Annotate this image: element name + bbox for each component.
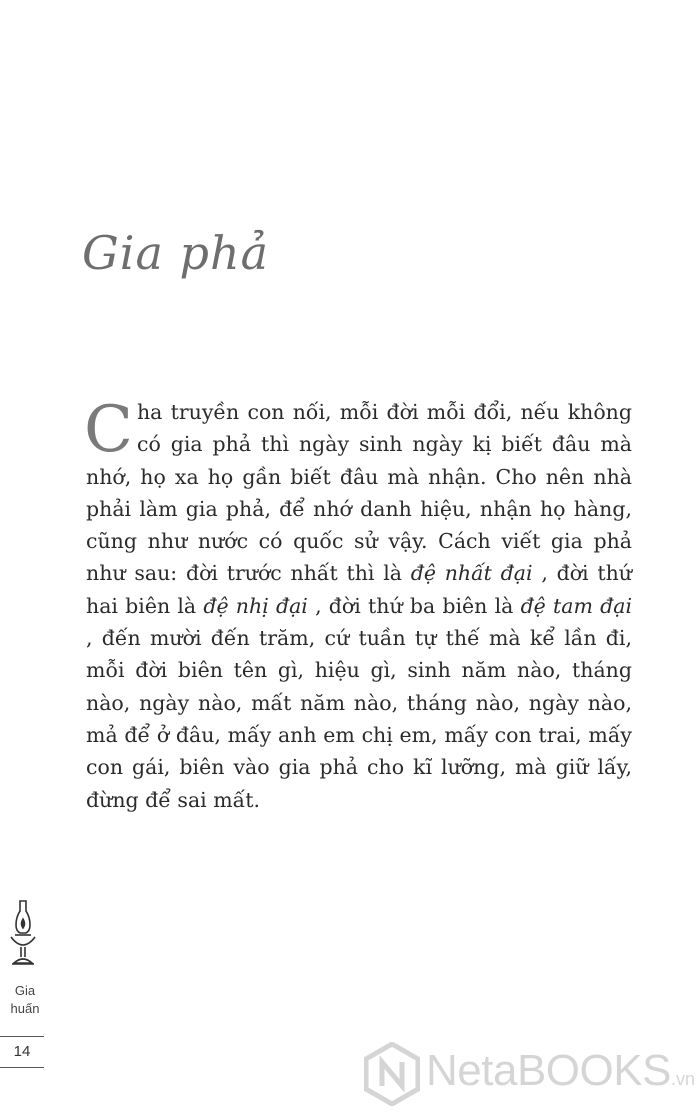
- watermark-suffix: .vn: [670, 1069, 695, 1089]
- text-segment: , đến mười đến trăm, cứ tuần tự thế mà kể lần đi, mỗi đời biên tên gì, hiệu gì, sinh năm nào, tháng nào, ngày nào, mất năm nào, tháng nào, ngày nào, mả để ở đâu, mấy anh em chị em, mấy con trai, mấy con gái, biên vào gia phả cho kĩ lưỡng, mà giữ lấy, đừng để sai mất.: [86, 626, 632, 812]
- section-label-line: huấn: [10, 1001, 40, 1016]
- section-label-line: Gia: [14, 983, 36, 998]
- chapter-title: Gia phả: [82, 226, 270, 280]
- text-segment-italic: đệ tam đại: [520, 593, 633, 618]
- book-section-label: [0, 982, 50, 1018]
- watermark: [364, 1040, 694, 1112]
- body-paragraph: [84, 393, 633, 816]
- page-number: 14: [0, 1036, 44, 1068]
- text-segment: , đời thứ hai biên là: [86, 561, 632, 618]
- netabooks-logo-icon: [364, 1042, 420, 1106]
- oil-lamp-icon: [6, 897, 40, 971]
- text-segment: ha truyền con nối, mỗi đời mỗi đổi, nếu không có gia phả thì ngày sinh ngày kị biết đâu mà nhớ, họ xa họ gần biết đâu mà nhận. Cho nên nhà phải làm gia phả, để nhớ danh hiệu, nhận họ hàng, cũng như nước có quốc sử vậy. Cách viết gia phả như sau: đời trước nhất thì là: [86, 400, 632, 586]
- text-segment-italic: đệ nhất đại: [410, 561, 533, 586]
- text-segment-italic: đệ nhị đại: [203, 593, 308, 618]
- drop-cap: C: [84, 393, 133, 467]
- text-segment: , đời thứ ba biên là: [315, 593, 521, 618]
- watermark-text: NetaBOOKS.vn: [426, 1046, 695, 1095]
